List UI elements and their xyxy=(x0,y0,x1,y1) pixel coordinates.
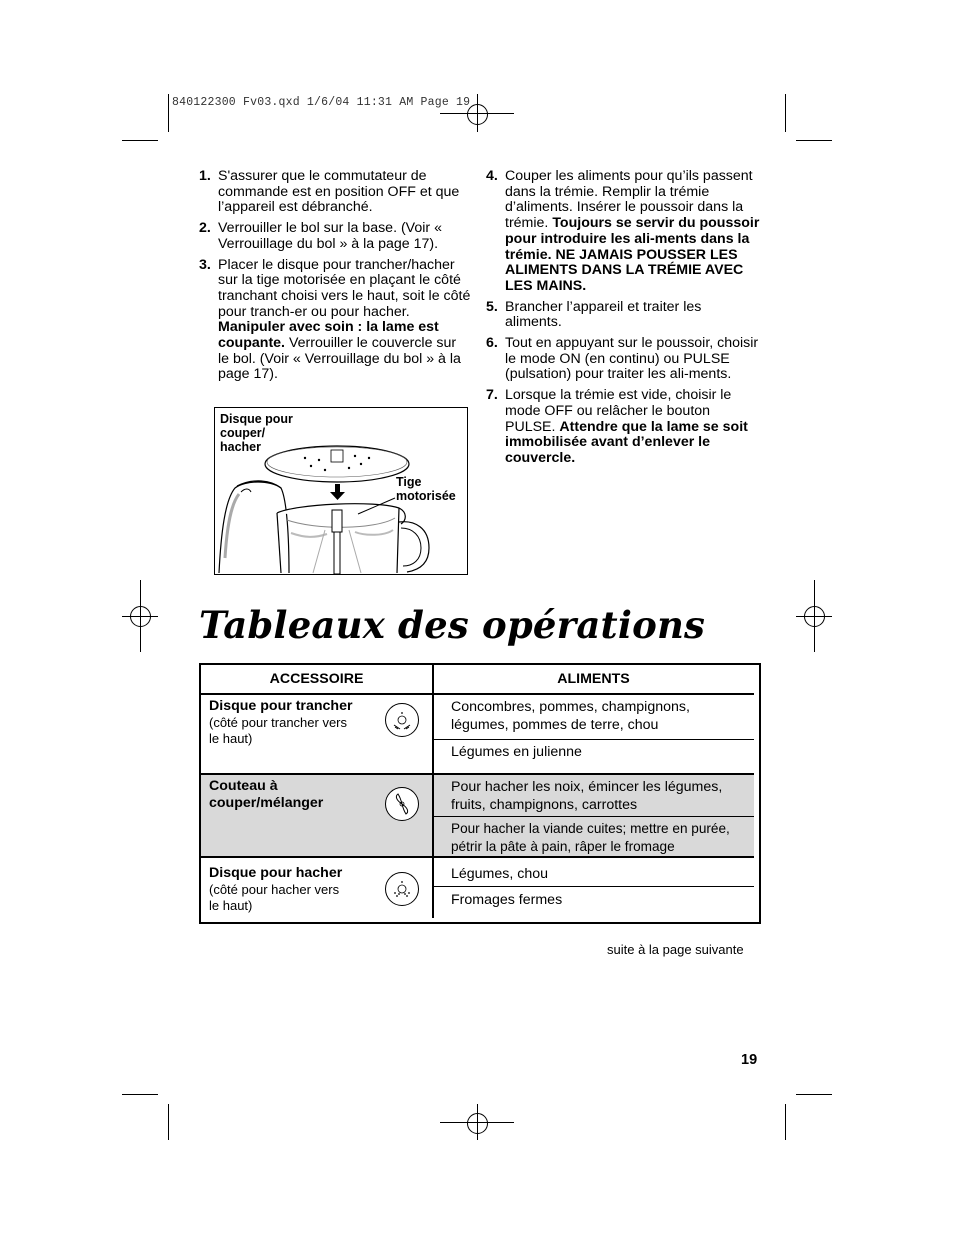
food-item: Légumes en julienne xyxy=(451,744,582,760)
step-item xyxy=(199,169,471,216)
step-item xyxy=(486,300,761,331)
step-warning-text: Manipuler avec soin : la lame est coupante. xyxy=(218,319,439,352)
accessory-name: Disque pour hacher xyxy=(209,865,343,881)
header-accessory: ACCESSOIRE xyxy=(269,671,364,687)
step-warning-text: Attendre que la lame se soit immobilisée avant d’enlever le couvercle. xyxy=(505,418,748,466)
table-row xyxy=(209,698,374,747)
accessory-note: (côté pour hacher vers le haut) xyxy=(209,882,340,913)
shredding-disc-icon xyxy=(385,872,419,906)
table-row xyxy=(209,778,374,812)
step-item xyxy=(199,258,471,384)
assembly-illustration xyxy=(214,407,468,575)
step-text: Lorsque la trémie est vide, choisir le mode OFF ou relâcher le bouton PULSE. xyxy=(505,387,732,435)
step-text: Brancher l’appareil et traiter les aliments. xyxy=(505,298,702,331)
step-warning-text: Toujours se servir du poussoir pour introduire les ali-ments dans la trémie. NE JAMAIS POUSSER LES ALIMENTS DANS LA TRÉMIE AVEC LES MAINS. xyxy=(505,215,760,294)
step-text: S'assurer que le commutateur de commande est en position OFF et que l’appareil est débranché. xyxy=(218,168,460,216)
step-text: Placer le disque pour trancher/hacher sur la tige motorisée en plaçant le côté tranchant choisi vers le haut, soit le côté pour tranch-er ou pour hacher. xyxy=(218,256,471,320)
step-number: 2. xyxy=(199,220,211,237)
step-number: 7. xyxy=(486,387,498,404)
step-number: 6. xyxy=(486,335,498,352)
step-number: 5. xyxy=(486,298,498,315)
food-item: Pour hacher les noix, émincer les légumes, fruits, champignons, carrottes xyxy=(451,779,723,813)
accessory-name: Couteau à couper/mélanger xyxy=(209,778,324,811)
slicing-disc-icon xyxy=(385,703,419,737)
accessory-name: Disque pour trancher xyxy=(209,698,353,714)
food-item: Concombres, pommes, champignons, légumes, pommes de terre, chou xyxy=(451,699,690,733)
food-item: Pour hacher la viande cuites; mettre en purée, pétrir la pâte à pain, râper le fromage xyxy=(451,821,730,854)
header-food: ALIMENTS xyxy=(557,671,630,687)
label-shaft: Tige motorisée xyxy=(396,475,456,503)
steps-left xyxy=(199,169,471,388)
step-text: Tout en appuyant sur le poussoir, choisir le mode ON (en continu) ou PULSE (pulsation) pour traiter les ali-ments. xyxy=(505,335,759,383)
step-number: 4. xyxy=(486,168,498,184)
steps-right xyxy=(486,169,761,472)
print-slug: 840122300 Fv03.qxd 1/6/04 11:31 AM Page 19 xyxy=(172,96,471,109)
continued-note: suite à la page suivante xyxy=(607,942,744,957)
section-title: Tableaux des opérations xyxy=(199,603,706,647)
operations-table xyxy=(199,663,761,924)
page-number: 19 xyxy=(741,1052,758,1068)
step-number: 3. xyxy=(199,256,211,273)
accessory-note: (côté pour trancher vers le haut) xyxy=(209,715,348,746)
food-item: Fromages fermes xyxy=(451,892,563,908)
step-number: 1. xyxy=(199,168,211,184)
step-text: Verrouiller le couvercle sur le bol. (Voir « Verrouillage du bol » à la page 17). xyxy=(218,335,461,383)
food-item: Légumes, chou xyxy=(451,866,549,882)
step-text: Verrouiller le bol sur la base. (Voir « Verrouillage du bol » à la page 17). xyxy=(218,220,442,252)
step-item xyxy=(486,336,761,383)
step-text: Couper les aliments pour qu’ils passent dans la trémie. Remplir la trémie d’aliments. Insérer le poussoir dans la trémie. xyxy=(505,168,753,232)
step-item xyxy=(486,388,761,467)
s-blade-icon xyxy=(385,787,419,821)
label-disc: Disque pour couper/ hacher xyxy=(220,412,293,454)
table-row xyxy=(209,865,374,914)
step-item xyxy=(199,221,471,252)
step-item xyxy=(486,169,761,295)
